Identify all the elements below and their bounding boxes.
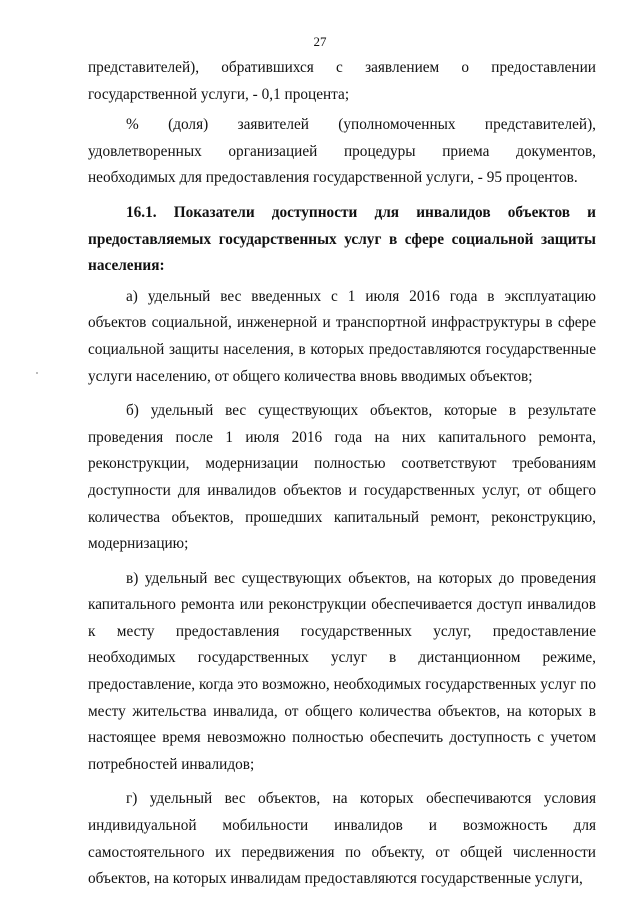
scan-artifact (36, 372, 38, 374)
document-body (88, 55, 596, 893)
paragraph-continuation: представителей), обратившихся с заявлением о предоставлении государственной услуги, - 0,1 процента; (88, 59, 596, 103)
section-heading-16-1: 16.1. Показатели доступности для инвалидов объектов и предоставляемых государственных услуг в сфере социальной защиты населения: (88, 203, 596, 275)
paragraph-satisfaction-share: % (доля) заявителей (уполномоченных представителей), удовлетворенных организацией процедуры приема документов, необходимых для предоставления государственной услуги, - 95 процентов. (88, 116, 596, 187)
list-item-b: б) удельный вес существующих объектов, которые в результате проведения после 1 июля 2016 года на них капитального ремонта, реконструкции, модернизации полностью соответствуют требованиям доступности для инвалидов объектов и государственных услуг, от общего количества объектов, прошедших капитальный ремонт, реконструкцию, модернизацию; (88, 402, 596, 553)
page-number: 27 (313, 34, 327, 49)
list-item-g: г) удельный вес объектов, на которых обеспечиваются условия индивидуальной мобильности инвалидов и возможность для самостоятельного их передвижения по объекту, от общей численности объектов, на которых инвалидам предоставляются государственные услуги, (88, 790, 596, 888)
list-item-v: в) удельный вес существующих объектов, на которых до проведения капитального ремонта или реконструкции обеспечивается доступ инвалидов к месту предоставления государственных услуг, предоставление необходимых государственных услуг в дистанционном режиме, предоставление, когда это возможно, необходимых государственных услуг по месту жительства инвалида, от общего количества объектов, на которых в настоящее время невозможно полностью обеспечить доступность с учетом потребностей инвалидов; (88, 569, 596, 773)
list-item-a: а) удельный вес введенных с 1 июля 2016 года в эксплуатацию объектов социальной, инженерной и транспортной инфраструктуры в сфере социальной защиты населения, в которых предоставляются государственные услуги населению, от общего количества вновь вводимых объектов; (88, 287, 596, 385)
